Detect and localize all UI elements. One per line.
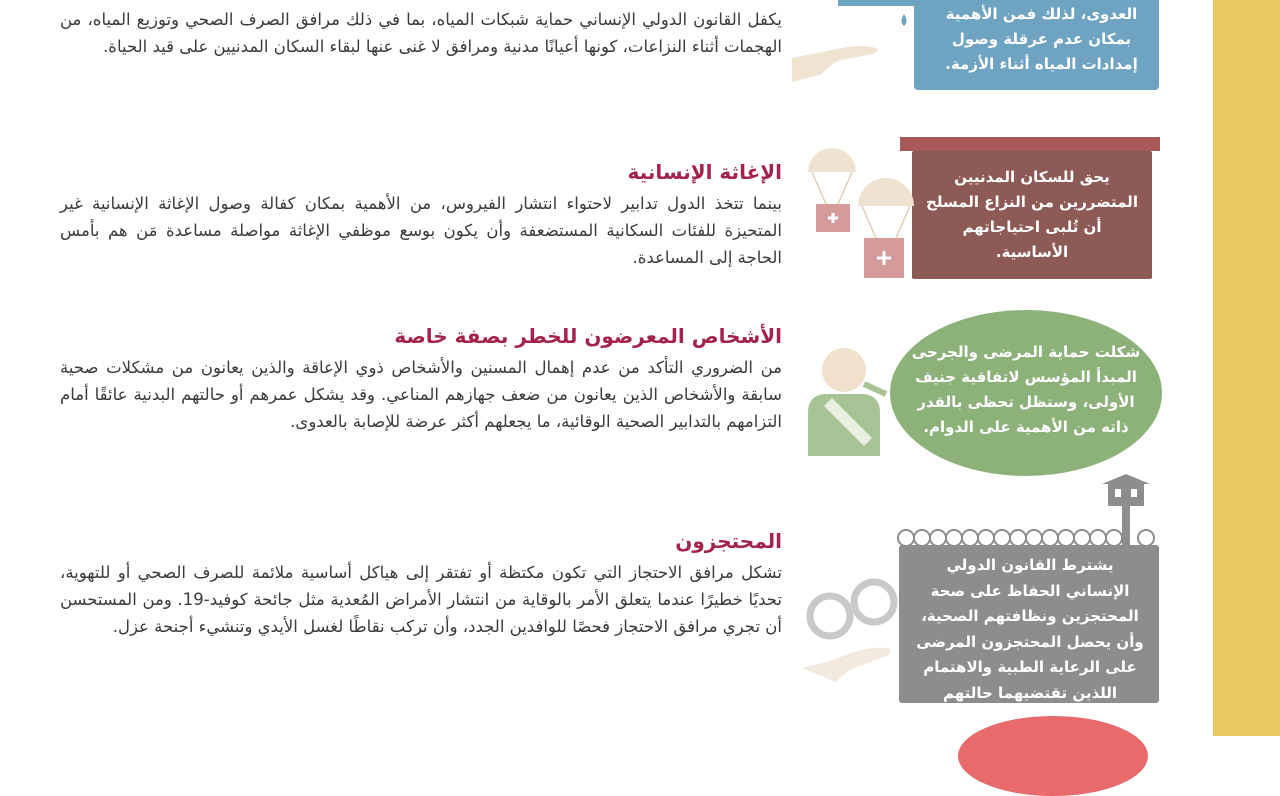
water-tap-icon (838, 0, 918, 40)
section-at-risk-title: الأشخاص المعرضون للخطر بصفة خاصة (394, 324, 782, 348)
callout-water-text: العدوى، لذلك فمن الأهمية بمكان عدم عرقلة وصول إمدادات المياه أثناء الأزمة. (945, 5, 1138, 73)
callout-at-risk-text: شكلت حماية المرضى والجرحى المبدأ المؤسس لاتفاقية جنيف الأولى، وستظل تحظى بالقدر ذاته من الأهمية على الدوام. (911, 343, 1141, 436)
callout-relief (900, 137, 1160, 281)
section-at-risk-body: من الضروري التأكد من عدم إهمال المسنين والأشخاص ذوي الإعاقة والذين يعانون من مشكلات صحية سابقة والأشخاص الذين يعانون من ضعف جهازهم المناعي. وقد يشكل عمرهم أو حالتهم البدنية عائقًا أمام التزامهم بالتدابير الصحية الوقائية، ما يجعلهم أكثر عرضة للإصابة بالعدوى. (60, 358, 782, 431)
injured-person-icon (808, 346, 894, 458)
section-relief (60, 158, 782, 271)
hand-icon (790, 36, 880, 86)
parachute-aid-icon (806, 146, 916, 282)
callout-detainees-text: يشترط القانون الدولي الإنساني الحفاظ على صحة المحتجزين ونظافتهم الصحية، وأن يحصل المحتجزون المرضى على الرعاية الطبية والاهتمام اللذين تقتضيهما حالتهم (916, 556, 1144, 702)
watchtower-icon (896, 470, 1158, 550)
section-detainees (60, 527, 782, 640)
callout-relief-box (912, 151, 1152, 279)
callout-relief-top-bar (900, 137, 1160, 151)
handcuffs-icon (800, 572, 904, 684)
section-relief-title: الإغاثة الإنسانية (627, 160, 782, 184)
callout-next-partial (958, 716, 1148, 796)
callout-relief-text: يحق للسكان المدنيين المتضررين من النزاع المسلح أن تُلبى احتياجاتهم الأساسية. (926, 168, 1138, 261)
section-at-risk (60, 322, 782, 435)
section-detainees-title: المحتجزون (675, 529, 782, 553)
callout-at-risk (890, 310, 1162, 476)
side-accent-band (1213, 0, 1280, 736)
section-water (60, 6, 782, 60)
callout-water (914, 0, 1159, 90)
section-detainees-body: تشكل مرافق الاحتجاز التي تكون مكتظة أو تفتقر إلى هياكل أساسية ملائمة للصرف الصحي أو للتهوية، تحديًا خطيرًا عندما يتعلق الأمر بالوقاية من انتشار الأمراض المُعدية مثل جائحة كوفيد-19. ومن المستحسن أن تجري مرافق الاحتجاز فحصًا للوافدين الجدد، وأن تركب نقاطًا لغسل الأيدي وتنشيء أجنحة عزل. (60, 563, 782, 636)
section-relief-body: بينما تتخذ الدول تدابير لاحتواء انتشار الفيروس، من الأهمية بمكان كفالة وصول الإغاثة الإنسانية غير المتحيزة للفئات السكانية المستضعفة وأن يكون بوسع موظفي الإغاثة مواصلة مساعدة مَن هم بأمس الحاجة إلى المساعدة. (60, 194, 782, 267)
callout-detainees (899, 545, 1159, 703)
section-water-body: يكفل القانون الدولي الإنساني حماية شبكات المياه، بما في ذلك مرافق الصرف الصحي وتوزيع المياه، من الهجمات أثناء النزاعات، كونها أعيانًا مدنية ومرافق لا غنى عنها لبقاء السكان المدنيين على قيد الحياة. (60, 10, 782, 56)
